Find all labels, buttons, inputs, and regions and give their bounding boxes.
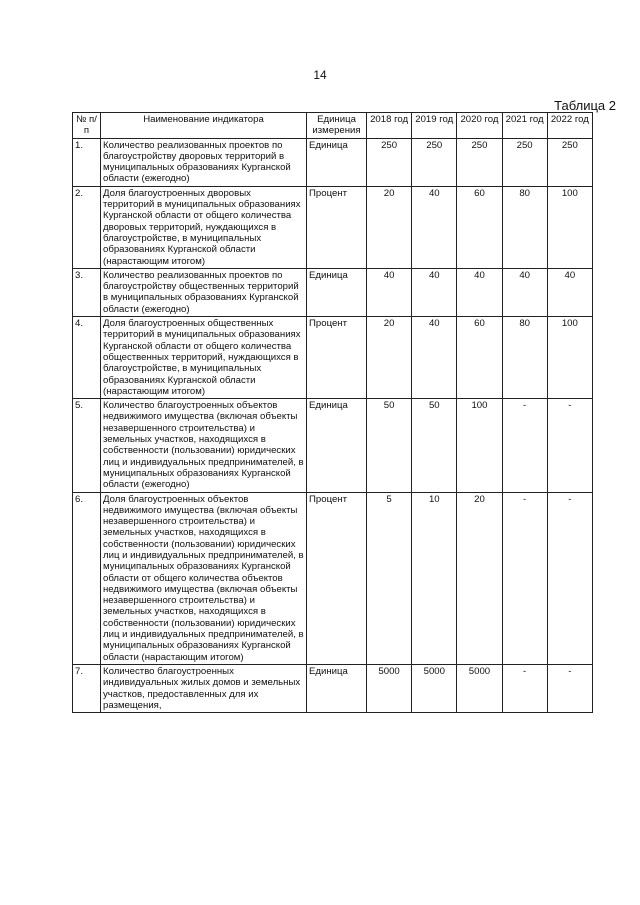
row-number: 2. [73,186,101,268]
value-2019: 10 [412,492,457,664]
indicator-unit: Единица [307,138,367,186]
header-name: Наименование индикатора [101,113,307,139]
value-2019: 50 [412,399,457,492]
value-2020: 20 [457,492,502,664]
table-row [73,399,593,492]
value-2020: 60 [457,186,502,268]
value-2022: 40 [547,268,592,316]
value-2021: - [502,664,547,712]
row-number: 5. [73,399,101,492]
header-year-2022: 2022 год [547,113,592,139]
indicator-name: Количество реализованных проектов по благоустройству дворовых территорий в муниципальных образованиях Курганской области (ежегодно) [101,138,307,186]
value-2022: - [547,399,592,492]
value-2021: 80 [502,317,547,399]
page-number: 14 [313,68,327,82]
table-caption: Таблица 2 [554,98,616,113]
value-2021: 80 [502,186,547,268]
indicators-table [72,112,593,713]
value-2018: 20 [367,186,412,268]
value-2021: - [502,399,547,492]
value-2019: 40 [412,317,457,399]
row-number: 6. [73,492,101,664]
value-2021: 250 [502,138,547,186]
header-num: № п/п [73,113,101,139]
value-2018: 5000 [367,664,412,712]
value-2019: 5000 [412,664,457,712]
indicator-name: Доля благоустроенных объектов недвижимого имущества (включая объекты незавершенного строительства) и земельных участков, находящихся в собственности (пользовании) юридических лиц и индивидуальных предпринимателей, в муниципальных образованиях Курганской области от общего количества объектов недвижимого имущества (включая объекты незавершенного строительства) и земельных участков, находящихся в собственности (пользовании) юридических лиц и индивидуальных предпринимателей, в муниципальных образованиях Курганской области (нарастающим итогом) [101,492,307,664]
indicator-name: Доля благоустроенных дворовых территорий в муниципальных образованиях Курганской области от общего количества дворовых территорий, нуждающихся в благоустройстве, в муниципальных образованиях Курганской области (нарастающим итогом) [101,186,307,268]
indicator-name: Количество реализованных проектов по благоустройству общественных территорий в муниципальных образованиях Курганской области (ежегодно) [101,268,307,316]
value-2022: 100 [547,317,592,399]
indicator-name: Количество благоустроенных индивидуальных жилых домов и земельных участков, предоставленных для их размещения, [101,664,307,712]
value-2018: 250 [367,138,412,186]
value-2020: 60 [457,317,502,399]
value-2018: 40 [367,268,412,316]
value-2022: - [547,664,592,712]
header-year-2020: 2020 год [457,113,502,139]
header-row [73,113,593,139]
header-year-2019: 2019 год [412,113,457,139]
value-2020: 250 [457,138,502,186]
table-row [73,317,593,399]
indicator-unit: Единица [307,399,367,492]
value-2022: - [547,492,592,664]
table-row [73,664,593,712]
table-row [73,492,593,664]
value-2020: 40 [457,268,502,316]
indicator-unit: Единица [307,664,367,712]
indicator-unit: Процент [307,186,367,268]
table-row [73,268,593,316]
value-2019: 40 [412,268,457,316]
indicator-name: Доля благоустроенных общественных территорий в муниципальных образованиях Курганской области от общего количества общественных территорий, нуждающихся в благоустройстве, в муниципальных образованиях Курганской области (нарастающим итогом) [101,317,307,399]
table-row [73,138,593,186]
indicator-unit: Процент [307,317,367,399]
value-2021: - [502,492,547,664]
row-number: 7. [73,664,101,712]
row-number: 4. [73,317,101,399]
indicator-unit: Процент [307,492,367,664]
value-2021: 40 [502,268,547,316]
value-2018: 20 [367,317,412,399]
value-2022: 250 [547,138,592,186]
value-2020: 5000 [457,664,502,712]
value-2020: 100 [457,399,502,492]
row-number: 1. [73,138,101,186]
value-2018: 50 [367,399,412,492]
indicator-unit: Единица [307,268,367,316]
header-year-2021: 2021 год [502,113,547,139]
value-2022: 100 [547,186,592,268]
row-number: 3. [73,268,101,316]
header-year-2018: 2018 год [367,113,412,139]
table-row [73,186,593,268]
value-2019: 250 [412,138,457,186]
header-unit: Единица измерения [307,113,367,139]
indicator-name: Количество благоустроенных объектов недвижимого имущества (включая объекты незавершенного строительства) и земельных участков, находящихся в собственности (пользовании) юридических лиц и индивидуальных предпринимателей, в муниципальных образованиях Курганской области (ежегодно) [101,399,307,492]
value-2019: 40 [412,186,457,268]
value-2018: 5 [367,492,412,664]
